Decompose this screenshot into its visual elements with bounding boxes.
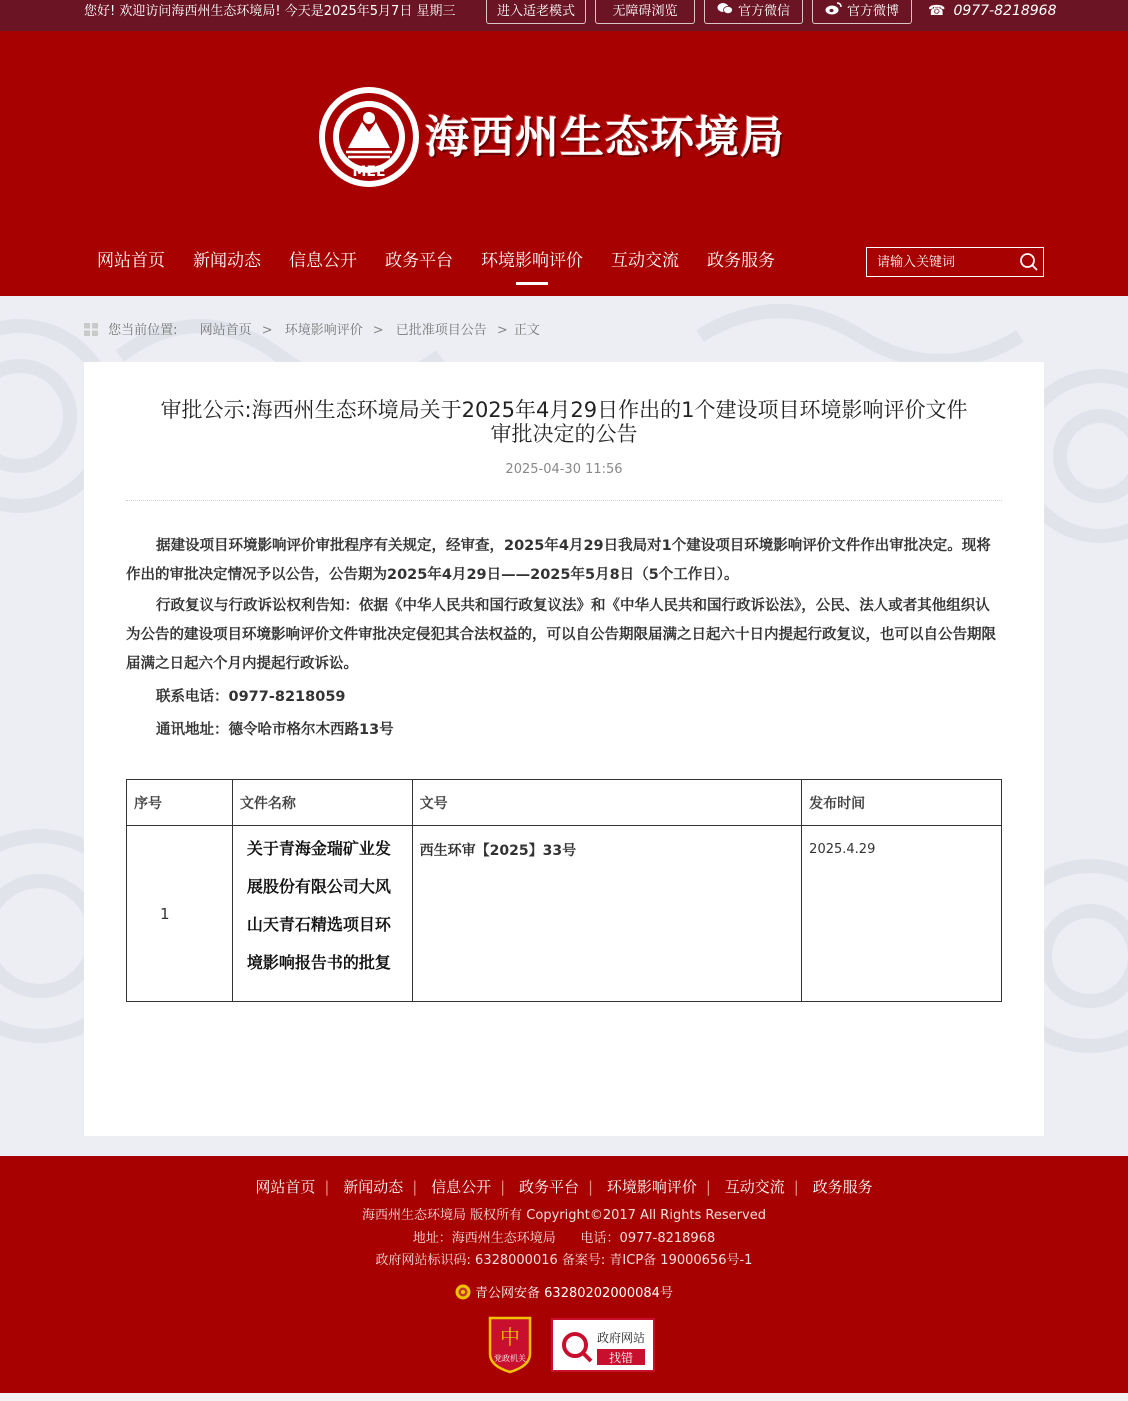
footer-link-eia[interactable]: 环境影响评价 xyxy=(606,1178,697,1196)
site-name: 海西州生态环境局 xyxy=(425,112,785,163)
phone-number: 0977-8218968 xyxy=(953,3,1057,19)
mee-emblem-logo[interactable] xyxy=(318,86,420,188)
wechat-icon xyxy=(717,0,733,23)
footer-police-record[interactable] xyxy=(0,1282,1128,1304)
contact-phone: 联系电话：0977-8218059 xyxy=(156,689,346,705)
breadcrumb-eia[interactable]: 环境影响评价 xyxy=(284,323,363,338)
article-title-line1: 审批公示:海西州生态环境局关于2025年4月29日作出的1个建设项目环境影响评价文件 xyxy=(160,398,968,422)
bottom-strip xyxy=(0,1393,1128,1401)
footer-link-news[interactable]: 新闻动态 xyxy=(343,1178,404,1196)
paragraph-announcement: 据建设项目环境影响评价审批程序有关规定，经审查，2025年4月29日我局对1个建设项目环境影响评价文件作出审批决定。现将作出的审批决定情况予以公告，公告期为2025年4月29日——2025年5月8日（5个工作日）。 xyxy=(126,538,991,583)
article-date: 2025-04-30 11:56 xyxy=(505,462,623,477)
logo-text: MEE xyxy=(352,164,386,180)
article-title-line2: 审批决定的公告 xyxy=(490,422,638,446)
nav-item-home[interactable]: 网站首页 xyxy=(97,251,165,271)
nav-item-interaction[interactable]: 互动交流 xyxy=(611,251,679,271)
police-record-text: 青公网安备 63280202000084号 xyxy=(475,1286,673,1301)
breadcrumb-separator: > xyxy=(496,323,508,338)
svg-text:中: 中 xyxy=(500,1325,520,1349)
elderly-mode-label: 进入适老模式 xyxy=(496,4,575,19)
contact-address: 通讯地址：德令哈市格尔木西路13号 xyxy=(156,722,394,738)
nav-item-news[interactable]: 新闻动态 xyxy=(193,251,261,271)
accessibility-button[interactable] xyxy=(595,0,695,24)
breadcrumb xyxy=(84,319,540,340)
search-box xyxy=(866,247,1044,277)
cell-docno: 西生环审【2025】33号 xyxy=(412,826,802,1002)
footer-icp: 政府网站标识码: 6328000016 备案号: 青ICP备 19000656号-1 xyxy=(375,1253,753,1268)
party-gov-badge[interactable] xyxy=(486,1314,534,1374)
gov-site-error-text-1: 政府网站 xyxy=(596,1331,646,1345)
article-body xyxy=(126,532,1002,747)
breadcrumb-separator: > xyxy=(372,323,384,338)
top-bar xyxy=(0,0,1128,31)
footer-link-info[interactable]: 信息公开 xyxy=(431,1178,492,1196)
weibo-icon xyxy=(825,0,842,23)
footer-link-services[interactable]: 政务服务 xyxy=(812,1178,873,1196)
weibo-button[interactable] xyxy=(812,0,912,24)
police-badge-icon xyxy=(455,1284,471,1304)
wechat-label: 官方微信 xyxy=(737,4,790,19)
search-icon[interactable] xyxy=(1019,252,1039,272)
party-gov-badge-text: 党政机关 xyxy=(494,1354,526,1363)
telephone-icon: ☎ xyxy=(928,3,946,19)
nav-item-platform[interactable]: 政务平台 xyxy=(385,251,453,271)
weibo-label: 官方微博 xyxy=(846,4,899,19)
site-header xyxy=(0,31,1128,296)
footer-links: 网站首页 | 新闻动态 | 信息公开 | 政务平台 | 环境影响评价 | 互动交流 | 政务服务 xyxy=(255,1178,873,1196)
nav-item-info[interactable]: 信息公开 xyxy=(289,251,357,271)
footer-copyright: 海西州生态环境局 版权所有 Copyright©2017 All Rights Reserved xyxy=(362,1208,766,1223)
phone-contact xyxy=(928,0,1056,23)
footer-address: 地址：海西州生态环境局 电话：0977-8218968 xyxy=(412,1231,716,1246)
elderly-mode-button[interactable] xyxy=(486,0,586,24)
cell-no: 1 xyxy=(127,826,233,1002)
search-input[interactable] xyxy=(867,248,1015,276)
table-header-row xyxy=(127,780,1002,826)
article-card xyxy=(84,362,1044,1136)
footer-link-home[interactable]: 网站首页 xyxy=(255,1178,316,1196)
wechat-button[interactable] xyxy=(704,0,803,24)
welcome-text: 您好! 欢迎访问海西州生态环境局! 今天是2025年5月7日 星期三 xyxy=(84,4,456,19)
breadcrumb-current: 正文 xyxy=(513,323,540,338)
table-row xyxy=(127,826,1002,1002)
divider xyxy=(126,500,1002,501)
col-header-docno: 文号 xyxy=(412,780,802,826)
footer-link-platform[interactable]: 政务平台 xyxy=(518,1178,579,1196)
site-footer xyxy=(0,1156,1128,1393)
gov-site-error-report[interactable] xyxy=(551,1318,655,1372)
accessibility-label: 无障碍浏览 xyxy=(612,4,678,19)
breadcrumb-separator: > xyxy=(261,323,273,338)
paragraph-rights-notice: 行政复议与行政诉讼权利告知：依据《中华人民共和国行政复议法》和《中华人民共和国行政诉讼法》，公民、法人或者其他组织认为公告的建设项目环境影响评价文件审批决定侵犯其合法权益的，可以自公告期限届满之日起六十日内提起行政复议，也可以自公告期限届满之日起六个月内提起行政诉讼。 xyxy=(126,598,996,672)
col-header-name: 文件名称 xyxy=(232,780,412,826)
nav-item-services[interactable]: 政务服务 xyxy=(707,251,775,271)
col-header-date: 发布时间 xyxy=(802,780,1002,826)
grid-icon xyxy=(84,323,98,340)
cell-date: 2025.4.29 xyxy=(802,826,1002,1002)
cell-name: 关于青海金瑞矿业发展股份有限公司大风山天青石精选项目环境影响报告书的批复 xyxy=(232,826,412,1002)
gov-site-error-text-2: 找错 xyxy=(608,1351,634,1365)
breadcrumb-approved[interactable]: 已批准项目公告 xyxy=(395,323,487,338)
breadcrumb-home[interactable]: 网站首页 xyxy=(199,323,252,338)
col-header-no: 序号 xyxy=(127,780,233,826)
breadcrumb-label: 您当前位置: xyxy=(108,323,178,338)
nav-item-eia[interactable]: 环境影响评价 xyxy=(481,246,583,271)
article-title xyxy=(124,398,1004,446)
approval-table xyxy=(126,779,1002,1002)
footer-link-interaction[interactable]: 互动交流 xyxy=(724,1178,785,1196)
